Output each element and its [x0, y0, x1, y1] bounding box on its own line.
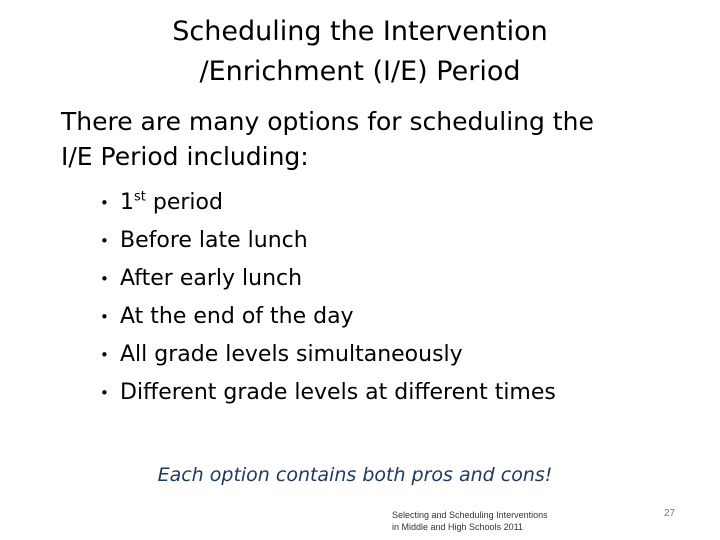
list-item-text: All grade levels simultaneously — [120, 342, 463, 367]
list-item — [100, 222, 556, 260]
bullet-icon: • — [100, 232, 109, 250]
intro-text — [61, 104, 681, 174]
bullet-icon: • — [100, 194, 109, 212]
list-item — [100, 184, 556, 222]
footer-line-2: in Middle and High Schools 2011 — [392, 522, 523, 532]
slide-footer — [392, 509, 622, 533]
list-item-text: 1 — [120, 190, 134, 215]
bullet-icon: • — [100, 270, 109, 288]
list-item-text-rest: period — [145, 190, 223, 215]
footer-line-1: Selecting and Scheduling Interventions — [392, 510, 548, 520]
options-list — [100, 184, 556, 412]
intro-line-1: There are many options for scheduling the — [61, 107, 594, 136]
intro-line-2: I/E Period including: — [61, 142, 309, 171]
slide-title-line-2: /Enrichment (I/E) Period — [199, 56, 521, 87]
pros-cons-note: Each option contains both pros and cons! — [157, 464, 553, 486]
slide-title — [0, 12, 720, 92]
list-item-text: Different grade levels at different times — [120, 380, 556, 405]
list-item — [100, 260, 556, 298]
bullet-icon: • — [100, 308, 109, 326]
list-item — [100, 298, 556, 336]
slide-title-line-1: Scheduling the Intervention — [172, 16, 548, 47]
list-item — [100, 374, 556, 412]
bullet-icon: • — [100, 346, 109, 364]
list-item-text: Before late lunch — [120, 228, 308, 253]
list-item-text: After early lunch — [120, 266, 303, 291]
page-number: 27 — [664, 508, 676, 519]
ordinal-suffix: st — [134, 189, 146, 205]
list-item — [100, 336, 556, 374]
list-item-text: At the end of the day — [120, 304, 354, 329]
bullet-icon: • — [100, 384, 109, 402]
